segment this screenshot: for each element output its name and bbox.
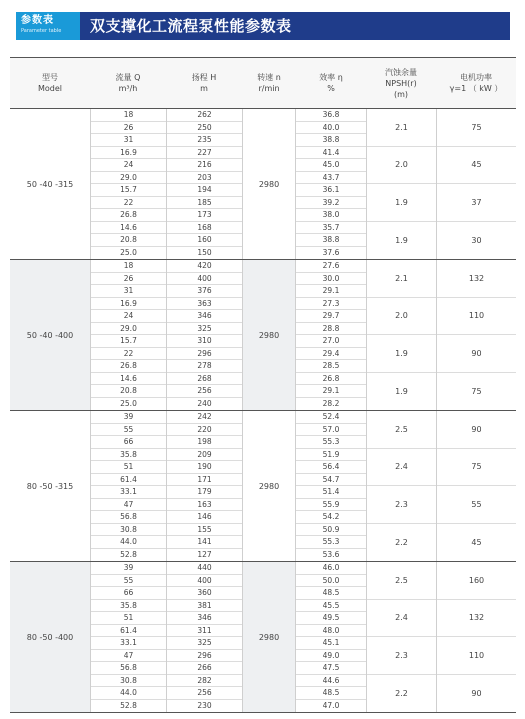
flow-cell: 51 — [91, 461, 166, 474]
header-model — [10, 58, 90, 108]
flow-column — [90, 260, 166, 410]
npsh-cell: 1.9 — [367, 184, 436, 222]
efficiency-cell: 40.0 — [296, 122, 366, 135]
efficiency-cell: 50.0 — [296, 575, 366, 588]
efficiency-cell: 29.1 — [296, 285, 366, 298]
flow-cell: 16.9 — [91, 298, 166, 311]
efficiency-column — [296, 562, 366, 712]
flow-cell: 66 — [91, 436, 166, 449]
head-cell: 220 — [167, 424, 242, 437]
power-cell: 110 — [437, 298, 516, 336]
flow-cell: 24 — [91, 310, 166, 323]
head-cell: 400 — [167, 575, 242, 588]
npsh-cell: 2.3 — [367, 486, 436, 524]
flow-column — [90, 411, 166, 561]
power-column — [436, 411, 516, 561]
head-cell: 363 — [167, 298, 242, 311]
header-power-unit: γ=1 （ kW ） — [449, 84, 503, 93]
efficiency-cell: 46.0 — [296, 562, 366, 575]
efficiency-cell: 48.5 — [296, 687, 366, 700]
power-cell: 132 — [437, 600, 516, 638]
efficiency-cell: 36.8 — [296, 109, 366, 122]
npsh-cell: 2.0 — [367, 298, 436, 336]
flow-cell: 35.8 — [91, 600, 166, 613]
head-cell: 168 — [167, 222, 242, 235]
header-speed-unit: r/min — [258, 84, 280, 93]
npsh-cell: 2.0 — [367, 147, 436, 185]
header-efficiency-label: 效率 η — [319, 73, 343, 82]
header-flow-unit: m³/h — [118, 84, 138, 93]
model-group — [10, 109, 516, 260]
badge-label-en: Parameter table — [21, 28, 62, 34]
head-cell: 163 — [167, 499, 242, 512]
flow-cell: 33.1 — [91, 637, 166, 650]
head-cell: 216 — [167, 159, 242, 172]
head-cell: 262 — [167, 109, 242, 122]
head-cell: 146 — [167, 511, 242, 524]
efficiency-cell: 28.8 — [296, 323, 366, 336]
efficiency-cell: 36.1 — [296, 184, 366, 197]
npsh-cell: 2.3 — [367, 637, 436, 675]
efficiency-cell: 29.1 — [296, 385, 366, 398]
head-cell: 296 — [167, 650, 242, 663]
efficiency-cell: 52.4 — [296, 411, 366, 424]
head-cell: 381 — [167, 600, 242, 613]
power-cell: 90 — [437, 335, 516, 373]
npsh-cell: 2.5 — [367, 411, 436, 449]
head-cell: 310 — [167, 335, 242, 348]
header-power — [436, 58, 516, 108]
flow-cell: 30.8 — [91, 524, 166, 537]
efficiency-column — [296, 109, 366, 259]
flow-cell: 26 — [91, 273, 166, 286]
header-npsh-cn: 汽蚀余量 — [385, 67, 417, 77]
npsh-cell: 1.9 — [367, 335, 436, 373]
head-cell: 171 — [167, 474, 242, 487]
head-cell: 235 — [167, 134, 242, 147]
model-cell: 80 -50 -400 — [10, 562, 90, 712]
head-cell: 227 — [167, 147, 242, 160]
header-model-cn: 型号 — [42, 73, 58, 82]
flow-cell: 52.8 — [120, 550, 137, 560]
flow-cell: 66 — [91, 587, 166, 600]
model-cell: 50 -40 -400 — [10, 260, 90, 410]
npsh-cell: 2.5 — [367, 562, 436, 600]
head-column — [166, 411, 242, 561]
table-header — [10, 57, 516, 109]
header-flow-label: 流量 Q — [115, 73, 141, 82]
efficiency-cell: 30.0 — [296, 273, 366, 286]
efficiency-cell: 53.6 — [322, 550, 340, 560]
efficiency-cell: 41.4 — [296, 147, 366, 160]
power-cell: 37 — [437, 184, 516, 222]
power-cell: 132 — [437, 260, 516, 298]
flow-cell: 26.8 — [91, 360, 166, 373]
flow-cell: 29.0 — [91, 172, 166, 185]
header-model-en: Model — [37, 84, 63, 93]
speed-cell: 2980 — [242, 562, 296, 712]
efficiency-cell: 57.0 — [296, 424, 366, 437]
model-cell: 80 -50 -315 — [26, 481, 74, 491]
head-cell: 325 — [167, 323, 242, 336]
head-cell: 325 — [167, 637, 242, 650]
efficiency-cell: 55.9 — [296, 499, 366, 512]
flow-cell: 20.8 — [91, 385, 166, 398]
npsh-cell: 2.4 — [367, 600, 436, 638]
power-cell: 45 — [437, 147, 516, 185]
header-npsh-unit: (m) — [393, 89, 409, 99]
flow-cell: 24 — [91, 159, 166, 172]
efficiency-cell: 49.5 — [296, 612, 366, 625]
npsh-column — [366, 109, 436, 259]
flow-cell: 52.8 — [120, 701, 137, 711]
head-cell: 194 — [167, 184, 242, 197]
badge-label-cn: 参数表 — [21, 15, 54, 26]
flow-cell: 30.8 — [91, 675, 166, 688]
head-cell: 240 — [197, 399, 212, 409]
head-cell: 268 — [167, 373, 242, 386]
flow-cell: 56.8 — [91, 511, 166, 524]
header-speed-label: 转速 n — [257, 73, 281, 82]
npsh-cell: 2.4 — [367, 449, 436, 487]
model-group — [10, 411, 516, 562]
efficiency-cell: 45.5 — [296, 600, 366, 613]
efficiency-cell: 44.6 — [296, 675, 366, 688]
head-cell: 185 — [167, 197, 242, 210]
flow-cell: 16.9 — [91, 147, 166, 160]
flow-cell: 14.6 — [91, 373, 166, 386]
flow-cell: 26.8 — [91, 209, 166, 222]
flow-cell: 35.8 — [91, 449, 166, 462]
flow-cell: 15.7 — [91, 335, 166, 348]
efficiency-cell: 54.2 — [296, 511, 366, 524]
head-cell: 150 — [197, 248, 212, 258]
head-cell: 141 — [167, 536, 242, 549]
power-cell: 90 — [471, 688, 482, 698]
head-cell: 179 — [167, 486, 242, 499]
power-cell: 75 — [437, 449, 516, 487]
efficiency-cell: 38.8 — [296, 134, 366, 147]
npsh-column — [366, 260, 436, 410]
flow-cell: 29.0 — [91, 323, 166, 336]
efficiency-cell: 45.1 — [296, 637, 366, 650]
efficiency-cell: 29.4 — [296, 348, 366, 361]
head-column — [166, 260, 242, 410]
head-cell: 311 — [167, 625, 242, 638]
power-cell: 75 — [437, 109, 516, 147]
header-head-unit: m — [200, 84, 208, 93]
flow-cell: 18 — [91, 260, 166, 273]
efficiency-cell: 38.8 — [296, 234, 366, 247]
efficiency-cell: 43.7 — [296, 172, 366, 185]
model-group — [10, 260, 516, 411]
efficiency-cell: 56.4 — [296, 461, 366, 474]
header-power-label: 电机功率 — [460, 73, 492, 82]
flow-cell: 25.0 — [120, 399, 137, 409]
parameter-badge — [16, 12, 80, 40]
efficiency-cell: 28.2 — [322, 399, 340, 409]
head-cell: 242 — [167, 411, 242, 424]
efficiency-cell: 55.3 — [296, 436, 366, 449]
head-cell: 360 — [167, 587, 242, 600]
npsh-column — [366, 411, 436, 561]
speed-cell: 2980 — [242, 260, 296, 410]
head-cell: 127 — [197, 550, 212, 560]
flow-cell: 31 — [91, 134, 166, 147]
flow-cell: 44.0 — [91, 536, 166, 549]
npsh-cell: 1.9 — [395, 386, 408, 396]
efficiency-cell: 28.5 — [296, 360, 366, 373]
head-cell: 198 — [167, 436, 242, 449]
efficiency-cell: 39.2 — [296, 197, 366, 210]
flow-cell: 39 — [91, 562, 166, 575]
flow-cell: 15.7 — [91, 184, 166, 197]
efficiency-cell: 50.9 — [296, 524, 366, 537]
head-cell: 346 — [167, 612, 242, 625]
head-cell: 209 — [167, 449, 242, 462]
efficiency-cell: 27.6 — [296, 260, 366, 273]
power-cell: 30 — [471, 235, 482, 245]
head-cell: 376 — [167, 285, 242, 298]
efficiency-cell: 48.0 — [296, 625, 366, 638]
head-cell: 278 — [167, 360, 242, 373]
efficiency-cell: 47.0 — [322, 701, 340, 711]
head-cell: 266 — [167, 662, 242, 675]
header-head — [166, 58, 242, 108]
flow-cell: 18 — [91, 109, 166, 122]
head-cell: 203 — [167, 172, 242, 185]
efficiency-cell: 27.3 — [296, 298, 366, 311]
model-group — [10, 562, 516, 713]
head-cell: 400 — [167, 273, 242, 286]
flow-cell: 20.8 — [91, 234, 166, 247]
efficiency-cell: 26.8 — [296, 373, 366, 386]
flow-cell: 44.0 — [91, 687, 166, 700]
head-cell: 173 — [167, 209, 242, 222]
header-efficiency-unit: % — [327, 84, 335, 93]
header-npsh — [366, 58, 436, 108]
efficiency-cell: 49.0 — [296, 650, 366, 663]
flow-cell: 61.4 — [91, 474, 166, 487]
head-column — [166, 109, 242, 259]
speed-cell: 2980 — [242, 411, 296, 561]
flow-cell: 55 — [91, 575, 166, 588]
head-cell: 160 — [167, 234, 242, 247]
efficiency-cell: 51.4 — [296, 486, 366, 499]
flow-cell: 47 — [91, 650, 166, 663]
head-cell: 250 — [167, 122, 242, 135]
power-column — [436, 562, 516, 712]
flow-cell: 22 — [91, 197, 166, 210]
head-cell: 440 — [167, 562, 242, 575]
efficiency-cell: 27.0 — [296, 335, 366, 348]
efficiency-cell: 47.5 — [296, 662, 366, 675]
efficiency-cell: 51.9 — [296, 449, 366, 462]
flow-cell: 47 — [91, 499, 166, 512]
head-column — [166, 562, 242, 712]
header-npsh-label: NPSH(r) — [385, 78, 417, 88]
power-column — [436, 260, 516, 410]
page-header — [16, 12, 510, 40]
header-head-label: 扬程 H — [191, 73, 217, 82]
npsh-cell: 2.2 — [395, 688, 408, 698]
efficiency-column — [296, 260, 366, 410]
power-cell: 160 — [437, 562, 516, 600]
head-cell: 190 — [167, 461, 242, 474]
efficiency-cell: 45.0 — [296, 159, 366, 172]
efficiency-cell: 29.7 — [296, 310, 366, 323]
flow-cell: 22 — [91, 348, 166, 361]
npsh-cell: 2.2 — [395, 537, 408, 547]
npsh-cell: 2.1 — [367, 260, 436, 298]
model-cell: 50 -40 -315 — [26, 179, 74, 189]
header-efficiency — [296, 58, 366, 108]
efficiency-cell: 48.5 — [296, 587, 366, 600]
flow-cell: 31 — [91, 285, 166, 298]
head-cell: 346 — [167, 310, 242, 323]
npsh-cell: 2.1 — [367, 109, 436, 147]
efficiency-cell: 35.7 — [296, 222, 366, 235]
head-cell: 256 — [167, 385, 242, 398]
power-cell: 90 — [437, 411, 516, 449]
power-column — [436, 109, 516, 259]
efficiency-cell: 54.7 — [296, 474, 366, 487]
flow-cell: 26 — [91, 122, 166, 135]
head-cell: 296 — [167, 348, 242, 361]
flow-cell: 56.8 — [91, 662, 166, 675]
npsh-column — [366, 562, 436, 712]
head-cell: 420 — [167, 260, 242, 273]
page-title: 双支撑化工流程泵性能参数表 — [80, 12, 510, 40]
npsh-cell: 1.9 — [395, 235, 408, 245]
power-cell: 110 — [437, 637, 516, 675]
head-cell: 230 — [197, 701, 212, 711]
power-cell: 75 — [471, 386, 482, 396]
power-cell: 45 — [471, 537, 482, 547]
efficiency-cell: 37.6 — [322, 248, 340, 258]
flow-cell: 25.0 — [120, 248, 137, 258]
efficiency-cell: 38.0 — [296, 209, 366, 222]
header-speed — [242, 58, 296, 108]
flow-cell: 55 — [91, 424, 166, 437]
flow-cell: 51 — [91, 612, 166, 625]
head-cell: 155 — [167, 524, 242, 537]
efficiency-column — [296, 411, 366, 561]
header-flow — [90, 58, 166, 108]
flow-cell: 14.6 — [91, 222, 166, 235]
head-cell: 256 — [167, 687, 242, 700]
flow-cell: 33.1 — [91, 486, 166, 499]
efficiency-cell: 55.3 — [296, 536, 366, 549]
head-cell: 282 — [167, 675, 242, 688]
performance-table — [10, 57, 516, 713]
power-cell: 55 — [437, 486, 516, 524]
speed-cell: 2980 — [242, 109, 296, 259]
table-body — [10, 109, 516, 713]
flow-cell: 61.4 — [91, 625, 166, 638]
flow-cell: 39 — [91, 411, 166, 424]
flow-column — [90, 109, 166, 259]
flow-column — [90, 562, 166, 712]
